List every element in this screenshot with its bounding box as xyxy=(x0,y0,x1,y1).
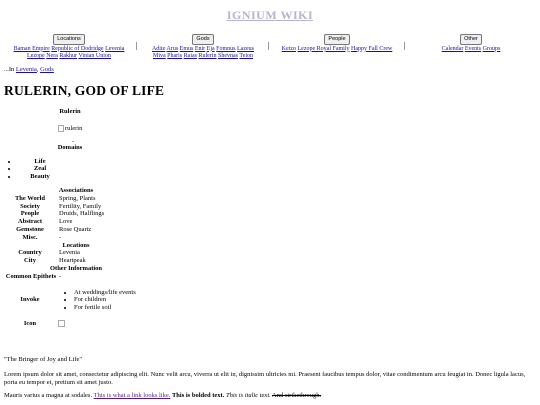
breadcrumb-link-gods[interactable]: Gods xyxy=(40,66,54,73)
nav-link-rakhur[interactable]: Rakhur xyxy=(59,53,78,60)
nav-link-lezope[interactable]: Lezope xyxy=(27,53,45,60)
nav-link-miva[interactable]: Miva xyxy=(153,53,166,60)
breadcrumb-prefix: ...In xyxy=(4,66,15,73)
nav-separator xyxy=(404,42,405,50)
infobox xyxy=(4,108,144,328)
association-key: People xyxy=(20,210,40,218)
mauris-text: Mauris varius a magna at sodales. xyxy=(4,392,93,399)
epithet-quote: "The Bringer of Joy and Life" xyxy=(4,356,83,363)
nav-link-events[interactable]: Events xyxy=(464,45,482,52)
epithets-key: Common Epithets xyxy=(5,272,57,280)
example-link[interactable]: This is what a link looks like. xyxy=(93,392,171,399)
icon-key: Icon xyxy=(23,319,37,327)
nav-link-vinian-union[interactable]: Vinian Union xyxy=(78,53,111,60)
breadcrumb-link-levenia[interactable]: Levenia xyxy=(15,66,37,73)
location-key: City xyxy=(24,257,36,265)
other-information-heading: Other Information xyxy=(49,264,103,272)
strikethrough-text: And strikethrough. xyxy=(272,392,322,399)
association-row xyxy=(4,203,144,211)
nav-link-baman-empire[interactable]: Baman Empire xyxy=(13,45,50,52)
nav-group-gods xyxy=(141,34,265,61)
nav-group-people xyxy=(272,34,402,53)
invoke-item: • At weddings/life events xyxy=(74,289,136,297)
invoke-item: • For fertile soil xyxy=(74,304,136,312)
icon-row xyxy=(4,320,144,328)
association-key: Misc. xyxy=(22,233,38,241)
nav-link-emus[interactable]: Emus xyxy=(179,45,194,52)
association-key: The World xyxy=(14,194,46,202)
location-key: Country xyxy=(18,249,42,257)
domains-heading: Domains xyxy=(57,143,83,151)
invoke-item: • For children xyxy=(74,296,136,304)
broken-image-icon xyxy=(58,320,65,327)
nav-link-arus[interactable]: Arus xyxy=(166,45,179,52)
image-caption: - xyxy=(72,137,75,145)
association-value: Druids, Halflings xyxy=(59,210,105,218)
infobox-name: Rulerin xyxy=(59,108,81,115)
locations-dropdown-button[interactable]: Locations xyxy=(53,34,85,45)
association-row xyxy=(4,210,144,218)
association-row xyxy=(4,218,144,226)
nav-link-fomnus[interactable]: Fomnus xyxy=(216,45,236,52)
domain-item: • Zeal xyxy=(18,165,62,173)
invoke-list xyxy=(56,289,136,312)
nav-separator xyxy=(136,42,137,50)
association-value: Fertility, Family xyxy=(59,202,102,210)
people-links xyxy=(272,46,402,54)
gods-dropdown-button[interactable]: Gods xyxy=(192,34,213,45)
site-title-link[interactable]: IGNIUM WIKI xyxy=(226,8,314,22)
nav-group-locations xyxy=(4,34,134,61)
nav-link-enir[interactable]: Enir xyxy=(194,45,206,52)
locations-heading: Locations xyxy=(62,241,90,249)
association-row xyxy=(4,234,144,242)
lorem-paragraph: Lorem ipsum dolor sit amet, consectetur adipiscing elit. Nunc velit arcu, viverra ut elit in, dignissim ultricies mi. Praesent faucibus tempus dolor, vitae condimentum arcu feugiat in. Donec ligula lacus, porta eu tempor et, pretium sit amet justo. xyxy=(4,371,526,386)
top-navigation xyxy=(0,34,540,62)
portrait-image xyxy=(58,124,144,134)
location-row xyxy=(4,257,144,265)
italic-text: This is italic text. xyxy=(225,392,271,399)
people-dropdown-button[interactable]: People xyxy=(324,34,349,45)
formatting-example-paragraph xyxy=(4,392,534,400)
nav-link-lezope-royal-family[interactable]: Lezope Royal Family xyxy=(297,45,350,52)
invoke-row xyxy=(4,289,144,312)
domains-list xyxy=(4,158,144,181)
location-row xyxy=(4,249,144,257)
nav-link-ketzo[interactable]: Ketzo xyxy=(281,45,296,52)
broken-image-icon xyxy=(58,125,64,132)
gods-links xyxy=(141,46,265,61)
nav-link-levenia[interactable]: Levenia xyxy=(105,45,125,52)
location-value: Heartpeak xyxy=(59,257,86,265)
bold-text: This is bolded text. xyxy=(171,392,225,399)
association-key: Gemstone xyxy=(16,225,44,233)
nav-group-other xyxy=(430,34,512,53)
locations-links xyxy=(4,46,134,61)
invoke-key: Invoke xyxy=(20,296,40,304)
nav-link-happy-fall-crew[interactable]: Happy Fall Crew xyxy=(351,45,393,52)
nav-link-shevnas[interactable]: Shevnas xyxy=(218,53,239,60)
portrait-alt-text: rulerin xyxy=(65,124,83,132)
association-key: Society xyxy=(20,202,40,210)
breadcrumb: ...In Levenia, Gods xyxy=(4,66,54,73)
nav-link-adite[interactable]: Adite xyxy=(151,45,166,52)
nav-link-raias[interactable]: Raias xyxy=(183,53,198,60)
association-value: Love xyxy=(59,218,73,226)
nav-separator xyxy=(268,42,269,50)
epithets-row xyxy=(4,273,144,281)
associations-heading: Associations xyxy=(58,186,94,194)
association-value: Rose Quartz xyxy=(59,225,92,233)
nav-link-groups[interactable]: Groups xyxy=(482,45,501,52)
other-dropdown-button[interactable]: Other xyxy=(460,34,482,45)
location-value: Levenia xyxy=(59,249,80,257)
association-row xyxy=(4,226,144,234)
nav-link-lazeus[interactable]: Lazeus xyxy=(237,45,255,52)
nav-link-nera[interactable]: Nera xyxy=(46,53,58,60)
nav-link-teion[interactable]: Teion xyxy=(239,53,253,60)
nav-link-republic-of-dodridge[interactable]: Republic of Dodridge xyxy=(51,45,104,52)
domain-item: • Life xyxy=(18,158,62,166)
nav-link-calendar[interactable]: Calendar xyxy=(441,45,464,52)
association-row xyxy=(4,195,144,203)
page-title: RULERIN, GOD OF LIFE xyxy=(4,83,165,98)
association-key: Abstract xyxy=(17,218,43,226)
association-value: Spring, Plants xyxy=(59,194,96,202)
nav-link-eja[interactable]: Eja xyxy=(206,45,215,52)
association-value: - xyxy=(59,233,62,241)
other-links xyxy=(430,46,512,54)
nav-link-pharis[interactable]: Pharis xyxy=(167,53,183,60)
nav-link-rulerin[interactable]: Rulerin xyxy=(198,53,217,60)
epithets-value: - xyxy=(59,272,62,280)
domain-item: • Beauty xyxy=(18,173,62,181)
